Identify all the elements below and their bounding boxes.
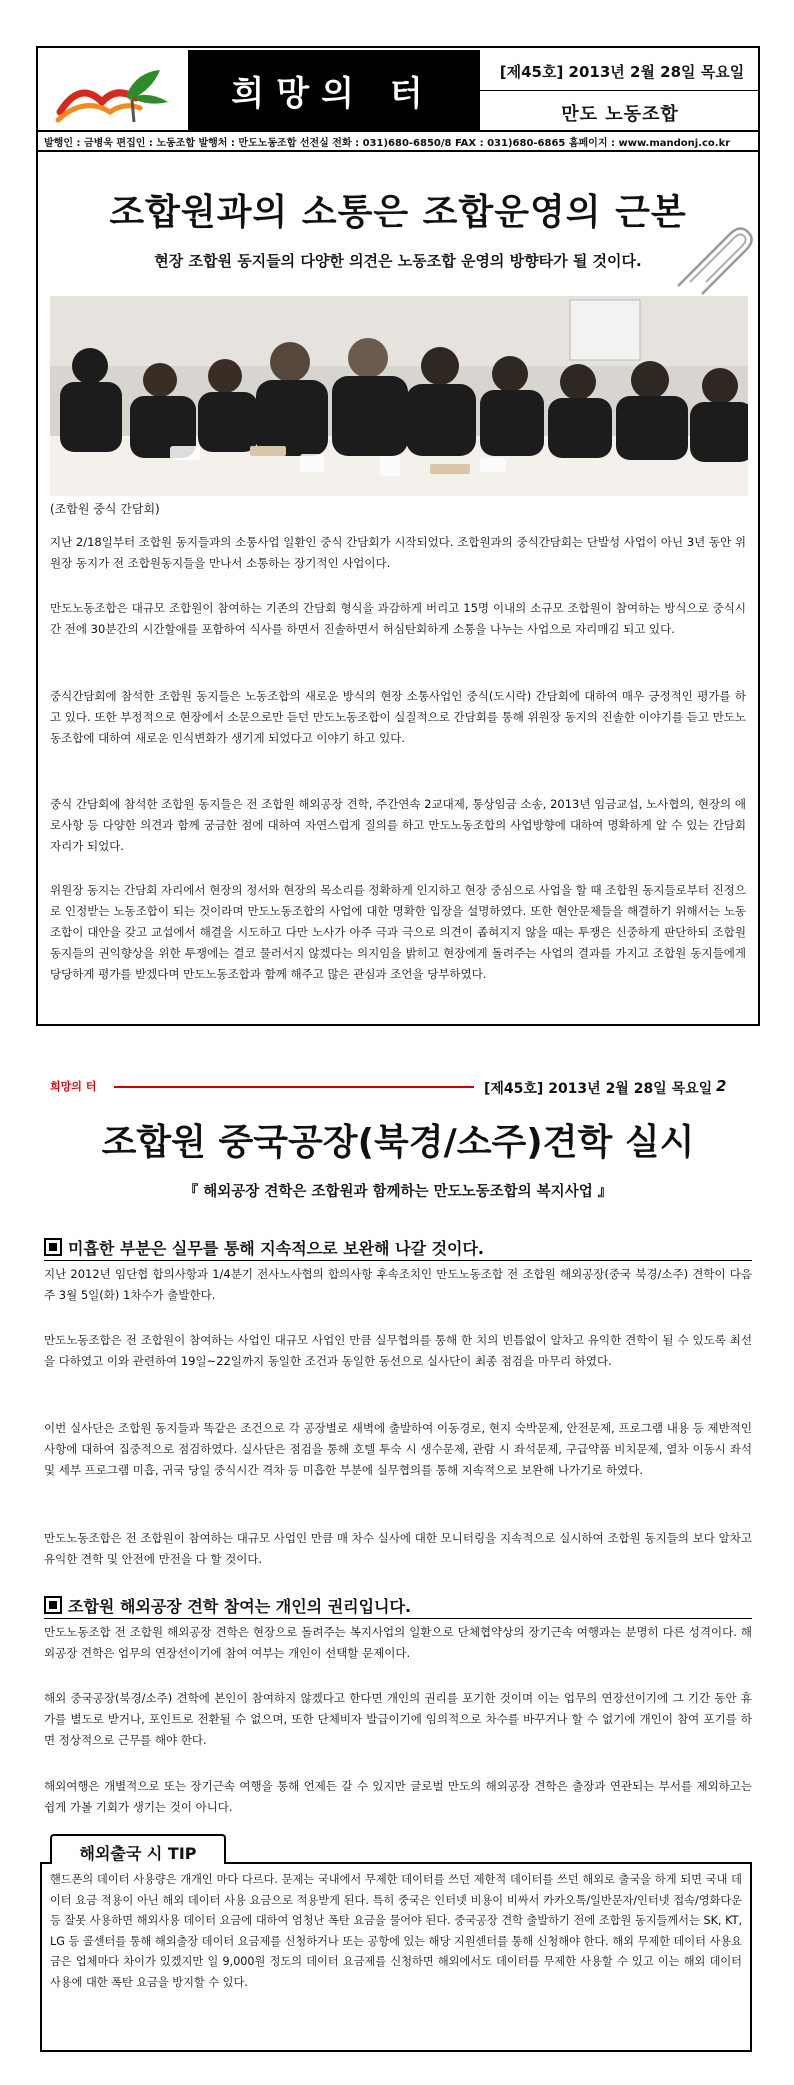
newsletter-title: 희망의 터 <box>231 74 435 114</box>
tip-title: 해외출국 시 TIP <box>79 1844 197 1863</box>
section1-title: 미흡한 부분은 실무를 통해 지속적으로 보완해 나갈 것이다. <box>68 1239 485 1258</box>
section-square-icon <box>44 1596 62 1614</box>
article1-paragraph: 지난 2/18일부터 조합원 동지들과의 소통사업 일환인 중식 간담회가 시작되었다. 조합원과의 중식간담회는 단발성 사업이 아닌 3년 동안 위원장 동지가 전 조합원동지들을 만나서 소통하는 장기적인 사업이다. <box>50 535 746 570</box>
union-name-box <box>478 90 760 130</box>
publisher-info: 발행인 : 금병욱 편집인 : 노동조합 발행처 : 만도노동조합 선전실 전화 : 031)680-6850/8 FAX : 031)680-6865 홈페이지 : www.mandonj.co.kr <box>44 138 731 149</box>
meeting-photo <box>50 296 748 496</box>
section-rule <box>44 1618 752 1619</box>
meeting-photo-image <box>50 296 748 496</box>
section-rule <box>44 1260 752 1261</box>
running-title: 희망의 터 <box>50 1080 97 1093</box>
newsletter-title-box <box>188 50 478 130</box>
tip-text: 핸드폰의 데이터 사용량은 개개인 마다 다르다. 문제는 국내에서 무제한 데이터를 쓰던 제한적 데이터를 쓰던 해외로 출국을 하게 되면 국내 데이터 요금 적용이 아닌 해외 데이터 사용 요금으로 적용받게 된다. 특히 중국은 인터넷 비용이 비싸서 카카오톡/일반문자/인터넷 접속/영화다운 등 잘못 사용하면 해외사용 데이터 요금에 대하여 엄청난 폭탄 요금을 물어야 된다. 중국공장 견학 출발하기 전에 조합원 동지들께서는 SK, KT, LG 등 콜센터를 통해 해외출장 데이터 요금제를 신청하거나 또는 공항에 있는 해당 지원센터를 통해 신청해야 한다. 해외 무제한 데이터 사용요금은 업체마다 차이가 있겠지만 일 9,000원 정도의 데이터 요금제를 신청하면 해외에서도 데이터를 무제한 사용할 수 있고 이는 해외 데이터 사용에 대한 폭탄 요금을 방지할 수 있다. <box>50 1873 742 1989</box>
section1-paragraph: 만도노동조합은 전 조합원이 참여하는 사업인 대규모 사업인 만큼 실무협의를 통해 한 치의 빈틈없이 알차고 유익한 견학이 될 수 있도록 최선을 다하였고 이와 관련하여 19일~22일까지 동일한 조건과 동일한 동선으로 실사단이 최종 점검을 마무리 하였다. <box>44 1333 752 1368</box>
publisher-line <box>38 130 758 152</box>
running-issue: [제45호] 2013년 2월 28일 목요일 <box>484 1081 713 1097</box>
section2-heading <box>44 1594 411 1617</box>
running-rule <box>114 1086 474 1088</box>
article1-paragraph: 위원장 동지는 간담회 자리에서 현장의 정서와 현장의 목소리를 정확하게 인지하고 현장 중심으로 사업을 할 때 조합원 동지들로부터 진정으로 인정받는 노동조합이 되는 것이라며 만도노동조합의 사업에 대한 명확한 입장을 설명하였다. 또한 현안문제들을 해결하기 위해서는 노동조합이 대안을 갖고 교섭에서 해결을 시도하고 다만 노사가 아주 극과 극으로 의견이 좁혀지지 않을 때는 투쟁은 신중하게 판단하되 조합원 동지들의 권익향상을 위한 투쟁에는 결코 물러서지 않겠다는 의지임을 밝히고 현장에게 돌려주는 사업의 결과를 가지고 조합원 동지들에게 당당하게 평가를 받겠다며 만도노동조합과 함께 해주고 많은 관심과 조언을 당부하였다. <box>50 883 746 981</box>
issue-date: [제45호] 2013년 2월 28일 목요일 <box>499 63 745 81</box>
union-name: 만도 노동조합 <box>561 104 679 125</box>
article1-subheadline: 현장 조합원 동지들의 다양한 의견은 노동조합 운영의 방향타가 될 것이다. <box>154 252 642 270</box>
article1-paragraph: 중식간담회에 참석한 조합원 동지들은 노동조합의 새로운 방식의 현장 소통사업인 중식(도시락) 간담회에 대하여 매우 긍정적인 평가를 하고 있다. 또한 부정적으로 현장에서 소문으로만 듣던 만도노동조합이 실질적으로 간담회를 통해 위원장 동지의 진솔한 이야기를 듣고 만도노동조합에 대하여 새로운 인식변화가 생기게 되었다고 이야기 하고 있다. <box>50 689 746 745</box>
section1-paragraph: 이번 실사단은 조합원 동지들과 똑같은 조건으로 각 공장별로 새벽에 출발하여 이동경로, 현지 숙박문제, 안전문제, 프로그램 내용 등 제반적인 사항에 대하여 집중적으로 점검하였다. 실사단은 점검을 통해 호텔 투숙 시 생수문제, 관람 시 좌석문제, 구급약품 비치문제, 열차 이동시 좌석 및 세부 프로그램 미흡, 귀국 당일 중식시간 격차 등 미흡한 부분에 실무협의를 통해 지속적으로 보완해 나가기로 하였다. <box>44 1421 752 1477</box>
photo-caption: (조합원 중식 간담회) <box>50 502 160 516</box>
article2-subheadline: 『 해외공장 견학은 조합원과 함께하는 만도노동조합의 복지사업 』 <box>183 1184 613 1200</box>
page-number: 2 <box>716 1077 727 1095</box>
article2-headline: 조합원 중국공장(북경/소주)견학 실시 <box>101 1122 695 1163</box>
article1-headline: 조합원과의 소통은 조합운영의 근본 <box>109 192 687 233</box>
section1-paragraph: 지난 2012년 임단협 합의사항과 1/4분기 전사노사협의 합의사항 후속조치인 만도노동조합 전 조합원 해외공장(중국 북경/소주) 견학이 다음주 3월 5일(화) 1차수가 출발한다. <box>44 1267 752 1302</box>
section1-heading <box>44 1236 484 1259</box>
logo-area <box>40 50 188 130</box>
section2-title: 조합원 해외공장 견학 참여는 개인의 권리입니다. <box>68 1597 412 1616</box>
section-square-icon <box>44 1238 62 1256</box>
page2-running-header <box>36 1078 760 1098</box>
article1-paragraph: 중식 간담회에 참석한 조합원 동지들은 전 조합원 해외공장 견학, 주간연속 2교대제, 통상임금 소송, 2013년 임금교섭, 노사협의, 현장의 애로사항 등 다양한 의견과 함께 궁금한 점에 대하여 자연스럽게 질의를 하고 만도노동조합의 사업방향에 대하여 명확하게 알 수 있는 간담회 자리가 되었다. <box>50 797 746 853</box>
paperclip-icon <box>668 216 758 296</box>
section2-paragraph: 만도노동조합 전 조합원 해외공장 견학은 현장으로 돌려주는 복지사업의 일환으로 단체협약상의 장기근속 여행과는 분명히 다른 성격이다. 해외공장 견학은 업무의 연장선이기에 참여 여부는 개인이 선택할 문제이다. <box>44 1625 752 1660</box>
tip-box <box>40 1862 752 2052</box>
section2-paragraph: 해외여행은 개별적으로 또는 장기근속 여행을 통해 언제든 갈 수 있지만 글로벌 만도의 해외공장 견학은 출장과 연관되는 부서를 제외하고는 쉽게 가볼 기회가 생기는 것이 아니다. <box>44 1779 752 1814</box>
section2-paragraph: 해외 중국공장(북경/소주) 견학에 본인이 참여하지 않겠다고 한다면 개인의 권리를 포기한 것이며 이는 업무의 연장선이기에 그 기간 동안 휴가를 별도로 받거나, 포인트로 전환될 수 없으며, 또한 단체비자 발급이기에 임의적으로 차수를 바꾸거나 할 수 없기에 개인이 참여 포기를 하면 정상적으로 근무를 해야 한다. <box>44 1691 752 1747</box>
tip-tab <box>50 1834 226 1864</box>
issue-box <box>478 50 760 91</box>
article1-paragraph: 만도노동조합은 대규모 조합원이 참여하는 기존의 간담회 형식을 과감하게 버리고 15명 이내의 소규모 조합원이 참여하는 방식으로 중식시간 전에 30분간의 시간할애를 포함하여 식사를 하면서 진솔하면서 허심탄회하게 소통을 나누는 사업으로 자리매김 되고 있다. <box>50 601 746 636</box>
union-logo-icon <box>40 50 188 130</box>
section1-paragraph: 만도노동조합은 전 조합원이 참여하는 대규모 사업인 만큼 매 차수 실사에 대한 모니터링을 지속적으로 실시하여 조합원 동지들의 보다 알차고 유익한 견학 및 안전에 만전을 다 할 것이다. <box>44 1531 752 1566</box>
